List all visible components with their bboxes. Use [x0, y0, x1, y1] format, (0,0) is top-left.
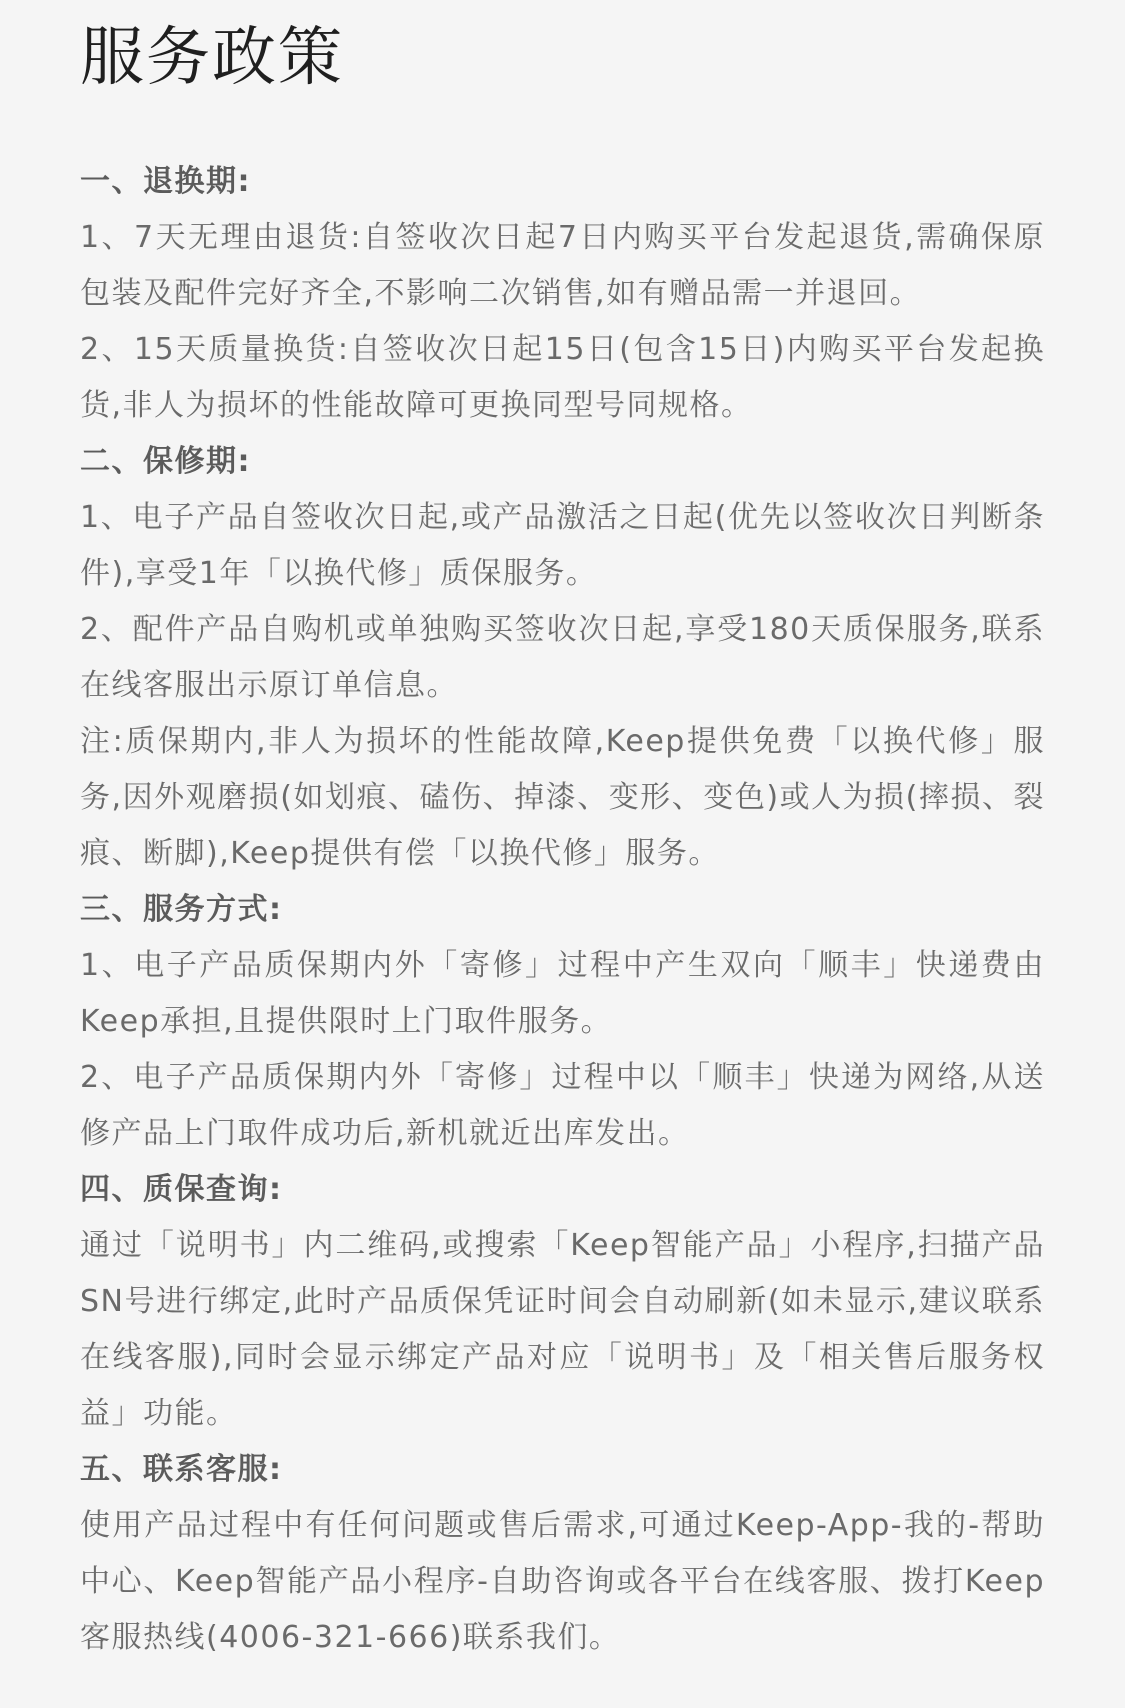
policy-paragraph: 1、电子产品质保期内外「寄修」过程中产生双向「顺丰」快递费由Keep承担,且提供限时上门取件服务。 [80, 948, 1045, 1039]
policy-paragraph: 2、电子产品质保期内外「寄修」过程中以「顺丰」快递为网络,从送修产品上门取件成功后,新机就近出库发出。 [80, 1060, 1045, 1151]
policy-paragraph: 2、15天质量换货:自签收次日起15日(包含15日)内购买平台发起换货,非人为损坏的性能故障可更换同型号同规格。 [80, 332, 1045, 423]
section-service-method [80, 882, 1045, 1162]
service-policy-page [80, 0, 1045, 1708]
section-heading: 三、服务方式: [80, 892, 283, 927]
policy-content [80, 154, 1045, 1666]
policy-paragraph: 使用产品过程中有任何问题或售后需求,可通过Keep-App-我的-帮助中心、Keep智能产品小程序-自助咨询或各平台在线客服、拨打Keep客服热线(4006-321-666)联系我们。 [80, 1508, 1045, 1655]
section-heading: 二、保修期: [80, 444, 251, 479]
section-return-exchange-period [80, 154, 1045, 434]
policy-paragraph: 1、7天无理由退货:自签收次日起7日内购买平台发起退货,需确保原包装及配件完好齐全,不影响二次销售,如有赠品需一并退回。 [80, 220, 1045, 311]
section-heading: 五、联系客服: [80, 1452, 283, 1487]
policy-paragraph: 1、电子产品自签收次日起,或产品激活之日起(优先以签收次日判断条件),享受1年「以换代修」质保服务。 [80, 500, 1045, 591]
section-heading: 四、质保查询: [80, 1172, 283, 1207]
policy-note: 注:质保期内,非人为损坏的性能故障,Keep提供免费「以换代修」服务,因外观磨损(如划痕、磕伤、掉漆、变形、变色)或人为损(摔损、裂痕、断脚),Keep提供有偿「以换代修」服务。 [80, 724, 1045, 871]
section-warranty-lookup [80, 1162, 1045, 1442]
section-heading: 一、退换期: [80, 164, 251, 199]
policy-paragraph: 通过「说明书」内二维码,或搜索「Keep智能产品」小程序,扫描产品SN号进行绑定,此时产品质保凭证时间会自动刷新(如未显示,建议联系在线客服),同时会显示绑定产品对应「说明书」及「相关售后服务权益」功能。 [80, 1228, 1045, 1431]
section-warranty-period [80, 434, 1045, 882]
page-title: 服务政策 [80, 21, 344, 95]
section-contact-support [80, 1442, 1045, 1666]
policy-paragraph: 2、配件产品自购机或单独购买签收次日起,享受180天质保服务,联系在线客服出示原订单信息。 [80, 612, 1045, 703]
